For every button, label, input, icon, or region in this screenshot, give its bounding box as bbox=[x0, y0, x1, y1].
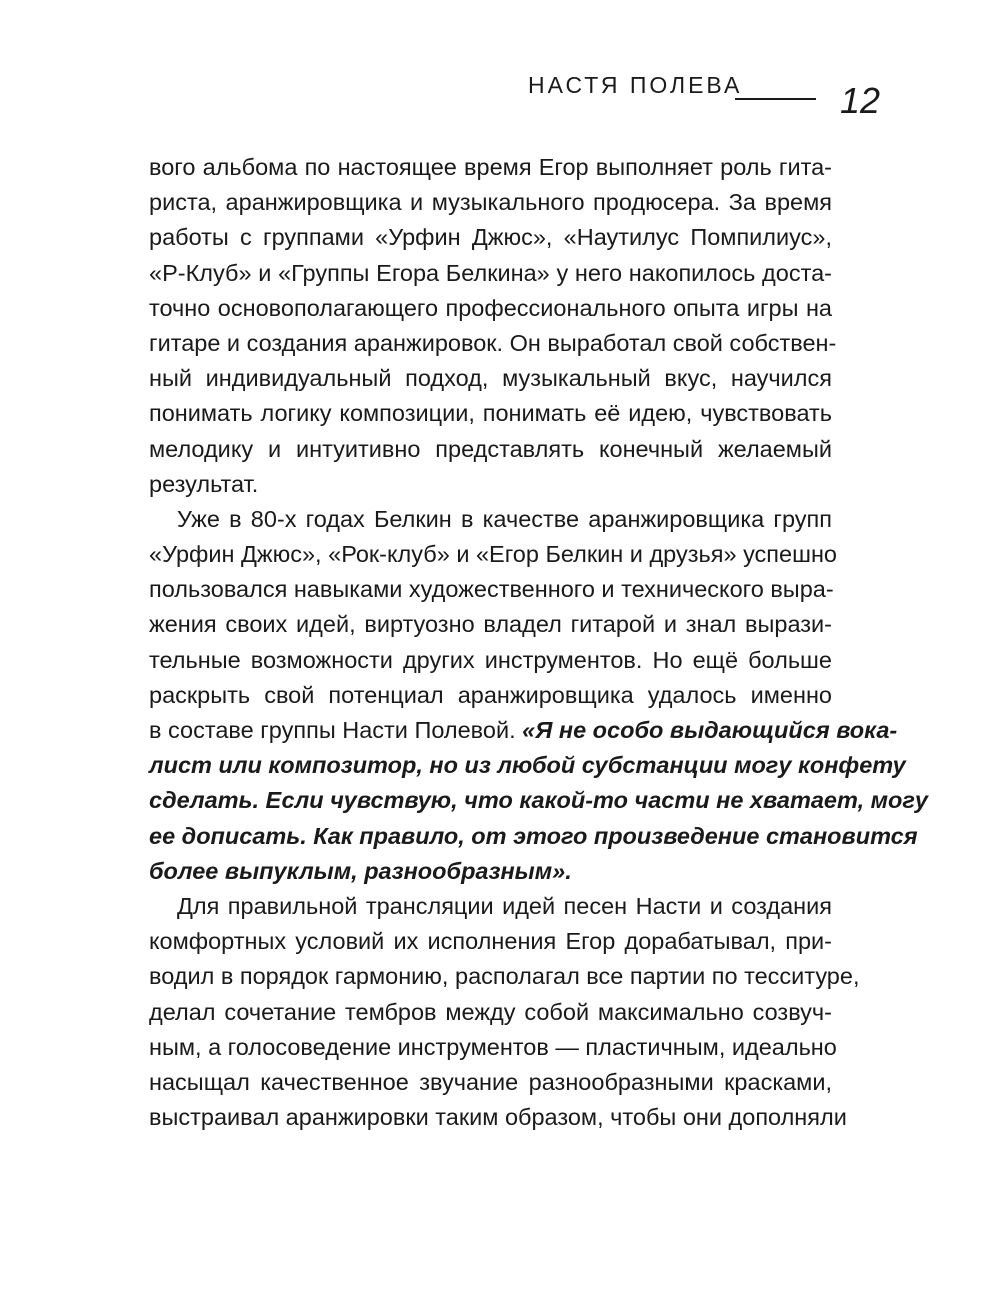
text-line bbox=[149, 854, 832, 889]
line-text: водил в порядок гармонию, располагал все партии по тесситуре, bbox=[149, 963, 860, 990]
text-line bbox=[149, 185, 832, 220]
page-number: 12 bbox=[840, 80, 881, 121]
text-line bbox=[149, 537, 837, 572]
text-line bbox=[149, 572, 832, 607]
line-text: понимать логику композиции, понимать её идею, чувствовать bbox=[149, 400, 832, 427]
text-line bbox=[149, 396, 832, 431]
text-line bbox=[149, 819, 918, 854]
line-text: риста, аранжировщика и музыкального продюсера. За время bbox=[149, 189, 832, 216]
running-title: НАСТЯ ПОЛЕВА bbox=[528, 72, 743, 98]
line-text: мелодику и интуитивно представлять конечный желаемый bbox=[149, 435, 832, 462]
text-line bbox=[149, 326, 837, 361]
text-line bbox=[149, 502, 832, 537]
text-line bbox=[149, 924, 832, 959]
quote-text: «Я не особо выдающийся вока- bbox=[522, 717, 898, 743]
line-text: вого альбома по настоящее время Егор выполняет роль гита- bbox=[149, 154, 832, 180]
line-text: насыщал качественное звучание разнообразными красками, bbox=[149, 1068, 832, 1095]
header-rule bbox=[735, 98, 816, 100]
line-text: выстраивал аранжировки таким образом, чтобы они дополняли bbox=[149, 1104, 847, 1131]
quote-text: сделать. Если чувствую, что какой-то части не хватает, могу bbox=[149, 787, 928, 814]
line-text: жения своих идей, виртуозно владел гитарой и знал вырази- bbox=[149, 611, 832, 638]
line-text: делал сочетание тембров между собой максимально созвуч- bbox=[149, 998, 832, 1025]
text-line bbox=[149, 889, 832, 924]
text-line bbox=[149, 678, 832, 713]
quote-text: лист или композитор, но из любой субстанции могу конфету bbox=[149, 752, 906, 779]
line-text: точно основополагающего профессионального опыта игры на bbox=[149, 294, 832, 321]
line-text: ный индивидуальный подход, музыкальный вкус, научился bbox=[149, 365, 832, 392]
text-line bbox=[149, 432, 832, 467]
line-text: гитаре и создания аранжировок. Он выработал свой собствен- bbox=[149, 329, 837, 356]
text-line bbox=[149, 256, 832, 291]
line-text: «Урфин Джюс», «Рок-клуб» и «Егор Белкин и друзья» успешно bbox=[149, 541, 837, 568]
line-text: работы с группами «Урфин Джюс», «Наутилус Помпилиус», bbox=[149, 224, 832, 251]
text-line bbox=[149, 1065, 832, 1100]
text-line bbox=[149, 643, 832, 678]
line-text: Для правильной трансляции идей песен Насти и создания bbox=[177, 892, 832, 919]
text-line bbox=[149, 607, 832, 642]
text-line bbox=[149, 467, 832, 502]
text-line bbox=[149, 291, 832, 326]
text-line bbox=[149, 959, 860, 994]
body-text bbox=[149, 150, 928, 1135]
line-text: в составе группы Насти Полевой. bbox=[149, 717, 523, 743]
line-text: раскрыть свой потенциал аранжировщика удалось именно bbox=[149, 681, 832, 708]
line-text: пользовался навыками художественного и технического выра- bbox=[149, 576, 834, 603]
quote-text: более выпуклым, разнообразным». bbox=[149, 857, 572, 884]
line-text: тельные возможности других инструментов. Но ещё больше bbox=[149, 646, 832, 673]
text-line bbox=[149, 220, 832, 255]
line-text: комфортных условий их исполнения Егор дорабатывал, при- bbox=[149, 928, 832, 955]
line-text: ным, а голосоведение инструментов — пластичным, идеально bbox=[149, 1033, 837, 1060]
text-line bbox=[149, 150, 832, 185]
text-line bbox=[149, 1030, 837, 1065]
text-line bbox=[149, 361, 832, 396]
text-line bbox=[149, 783, 928, 818]
line-text: результат. bbox=[149, 470, 259, 497]
text-line bbox=[149, 748, 906, 783]
line-text: Уже в 80-х годах Белкин в качестве аранжировщика групп bbox=[177, 505, 832, 532]
text-line bbox=[149, 1100, 847, 1135]
text-line bbox=[149, 995, 832, 1030]
quote-text: ее дописать. Как правило, от этого произведение становится bbox=[149, 822, 918, 849]
line-text: «Р-Клуб» и «Группы Егора Белкина» у него накопилось доста- bbox=[149, 259, 832, 286]
text-line bbox=[149, 713, 898, 748]
